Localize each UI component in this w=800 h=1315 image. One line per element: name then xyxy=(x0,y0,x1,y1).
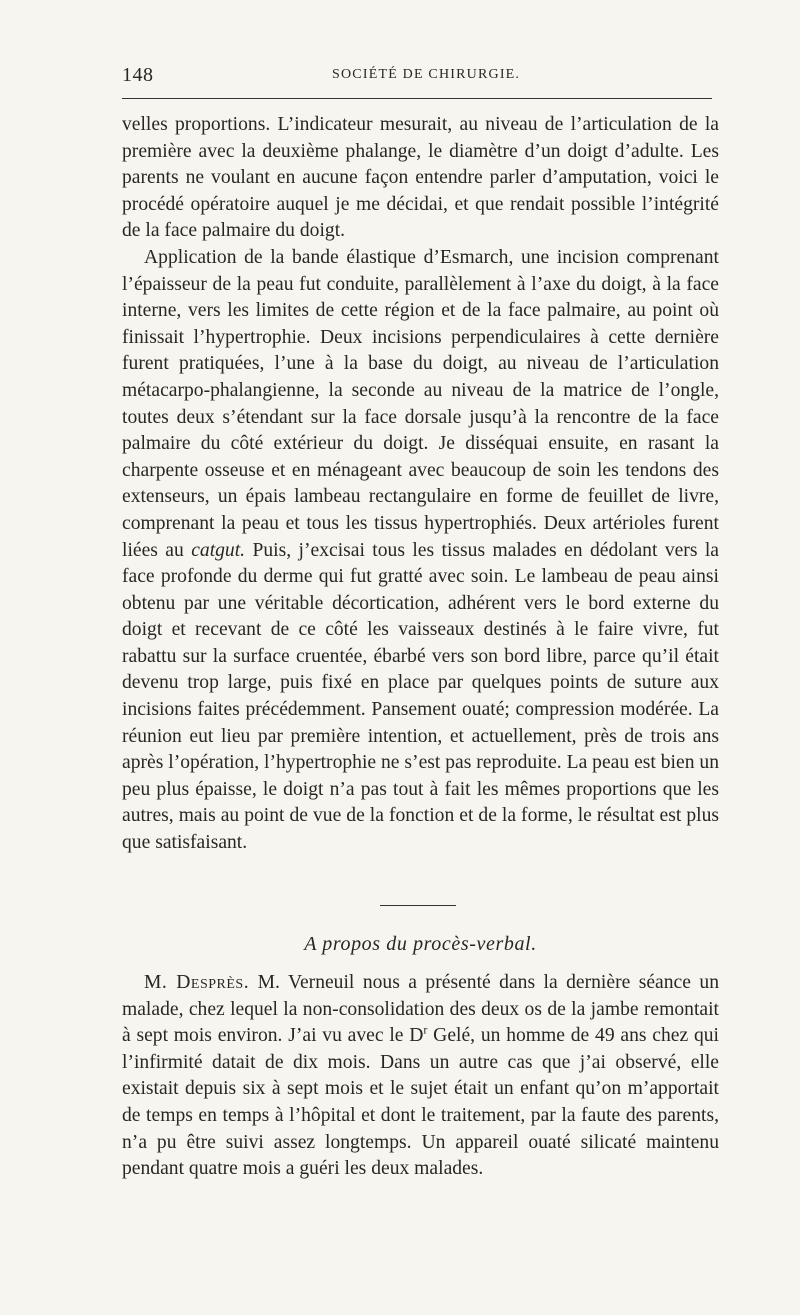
paragraph-operation-part2: Puis, j’excisai tous les tissus malades en dédolant vers la face profonde du derme qui fut gratté avec soin. Le lambeau de peau ainsi obtenu par une véritable décortication, adhérent vers le bord externe du doigt et recevant de ce côté les vaisseaux destinés à le faire vivre, fut rabattu sur la surface cruentée, ébarbé vers son bord libre, parce qu’il était devenu trop large, puis fixé en place par quelques points de suture aux incisions faites précédemment. Pansement ouaté; compression modérée. La réunion eut lieu par première intention, et actuellement, près de trois ans après l’opération, l’hypertrophie ne s’est pas reproduite. La peau est bien un peu plus épaisse, le doigt n’a pas tout à fait les mêmes proportions que les autres, mais au point de vue de la fonction et de la forme, le résultat est plus que satisfaisant. xyxy=(122,539,719,854)
italic-term: catgut. xyxy=(191,539,246,561)
section-text xyxy=(122,970,719,1183)
header-rule xyxy=(122,98,712,99)
superscript: r xyxy=(423,1022,428,1037)
section-paragraph xyxy=(122,970,719,1183)
running-head xyxy=(122,64,712,88)
running-title: SOCIÉTÉ DE CHIRURGIE. xyxy=(332,67,521,82)
section-separator xyxy=(380,905,456,906)
page-number: 148 xyxy=(122,64,154,86)
section-paragraph-part2: Gelé, un homme de 49 ans chez qui l’infirmité datait de dix mois. Dans un autre cas que j’ai observé, elle existait depuis six à sept mois et le sujet était un enfant qu’on m’apportait de temps en temps à l’hôpital et dont le traitement, par la faute des parents, n’a pu être suivi assez longtemps. Un appareil ouaté silicaté maintenu pendant quatre mois a guéri les deux malades. xyxy=(122,1025,719,1180)
paragraph-operation-part1: Application de la bande élastique d’Esmarch, une incision comprenant l’épaisseur de la peau fut conduite, parallèlement à l’axe du doigt, à la face interne, vers les limites de cette région et de la face palmaire, au point où finissait l’hypertrophie. Deux incisions perpendiculaires à cette dernière furent pratiquées, l’une à la base du doigt, au niveau de l’articulation métacarpo-phalangienne, la seconde au niveau de la matrice de l’ongle, toutes deux s’étendant sur la face dorsale jusqu’à la rencontre de la face palmaire du côté extérieur du doigt. Je disséquai ensuite, en rasant la charpente osseuse et en ménageant avec beaucoup de soin les tendons des extenseurs, un épais lambeau rectangulaire en forme de feuillet de livre, comprenant la peau et tous les tissus hypertrophiés. Deux artérioles furent liées au xyxy=(122,246,719,561)
main-text xyxy=(122,112,719,857)
section-paragraph-part1: M. Verneuil nous a présenté dans la dernière séance un malade, chez lequel la non-consolidation des deux os de la jambe remontait à sept mois environ. J’ai vu avec le D xyxy=(122,972,719,1047)
speaker-name: M. Desprès. xyxy=(144,972,250,993)
section-heading: A propos du procès-verbal. xyxy=(304,933,537,955)
paragraph-continued: velles proportions. L’indicateur mesurait, au niveau de l’articulation de la première avec la deuxième phalange, le diamètre d’un doigt d’adulte. Les parents ne voulant en aucune façon entendre parler d’amputation, voici le procédé opératoire auquel je me décidai, et que rendait possible l’intégrité de la face palmaire du doigt. xyxy=(122,114,719,242)
paragraph-operation xyxy=(122,245,719,857)
